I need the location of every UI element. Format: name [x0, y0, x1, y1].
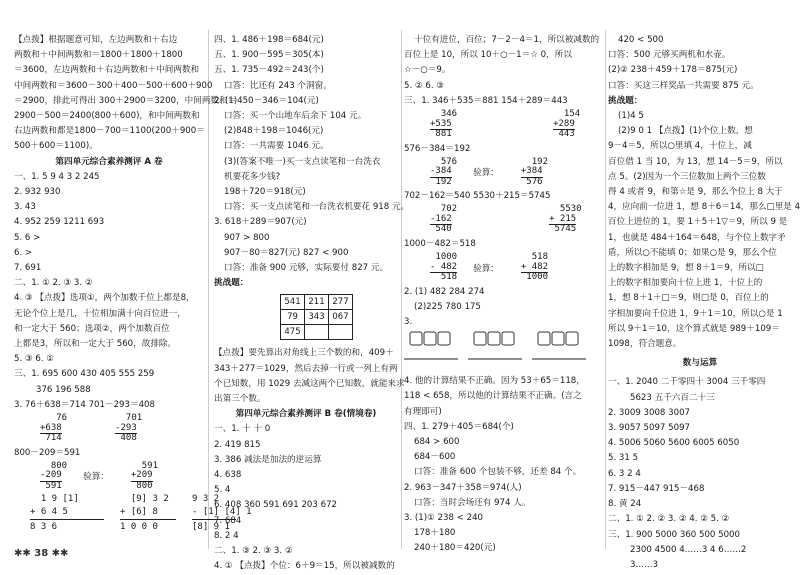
text-line: 口答：比还有 243 个洞窗。 [224, 80, 332, 91]
text-line: 字相加要向千位进 1，9＋1＝10，所以○是 1 [608, 308, 783, 319]
answer-line: 5. ② 6. ③ [404, 80, 445, 91]
text-line: 4，应向前一位进 1，想 8＋6＝14，那么□里是 4 [608, 202, 800, 213]
answer-line: 6. > [14, 247, 33, 258]
text-line: 口答：500 元够买两机和水壶。 [608, 50, 731, 61]
answer-line: 2. 963－347＋358＝974(人) [404, 482, 522, 493]
answer-line: 118 < 658，所以他的计算结果不正确。(言之 [404, 391, 582, 402]
text-line: 百位上进位的 1，要 1＋5＋1▽＝9，所以 9 是 [608, 217, 788, 228]
answer-line: 3……3 [630, 559, 659, 570]
answer-line: (2)225 780 175 [414, 301, 481, 312]
text-line: 右边两数和都是1800－700＝1100(200＋900＝ [14, 126, 205, 137]
text-line: 机要花多少钱? [224, 171, 281, 182]
text-line: 907－80＝827(元) 827 < 900 [224, 247, 349, 258]
answer-line: 口答：准备 600 个包装不够，还差 84 个。 [414, 467, 582, 478]
digit-puzzle: 9 3 2 - [1] [4] 1 [8] 9 1 [192, 494, 252, 533]
column-4 [608, 33, 800, 573]
answer-line: 4. 952 259 1211 693 [14, 217, 105, 228]
grid-cell: 79 [281, 310, 305, 325]
text-line: 198＋720＝918(元) [224, 187, 306, 198]
text-line: 上的数字相加是 9，想 8＋1＝9，所以□ [608, 263, 764, 274]
text-line: 所以 9＋1＝10，这个算式就是 989＋109＝ [608, 323, 780, 334]
text-line: 【点拨】要先算出对角线上三个数的和，409＋ [214, 348, 394, 359]
answer-line: 6. 3 2 4 [608, 468, 641, 479]
answer-line: 4. 5006 5060 5600 6005 6050 [608, 438, 740, 449]
text-line: (2)848＋198＝1046(元) [224, 126, 324, 137]
vertical-calc-group [404, 109, 604, 142]
text-line: 1，想 8＋1＋□＝9，则□是 0，百位上的 [608, 293, 769, 304]
page-number-value: 38 [34, 547, 49, 559]
answer-line: 4. 638 [214, 470, 242, 481]
answer-line: 5. 31 5 [608, 453, 639, 464]
answer-line: 8. 2 4 [214, 530, 239, 541]
check-label: 验算： [83, 471, 109, 482]
answer-line: 5. 4 [214, 485, 231, 496]
answer-line: 有理即可) [404, 406, 442, 417]
section-title: 第四单元综合素养测评 A 卷 [55, 156, 163, 167]
vertical-calc-group [404, 204, 604, 237]
vertical-calc-group [14, 413, 204, 446]
vertical-calc: 701 -293 408 [115, 413, 143, 444]
grid-cell: 067 [329, 310, 353, 325]
text-line: (2)9 0 1 【点拨】(1)个位上数，想 [618, 126, 753, 137]
challenge-label: 挑战题： [608, 95, 643, 106]
vertical-calc: 1000 - 482 518 [430, 252, 458, 283]
column-2 [214, 33, 410, 575]
text-line: 个已知数，用 1029 去减这两个已知数，就能来求 [214, 378, 405, 389]
answer-line: 684－600 [414, 452, 456, 463]
answer-line: 2. 419 815 [214, 439, 261, 450]
text-line: 1，也就是 484＋164＝648，与个位上数字矛 [608, 232, 786, 243]
number-grid [280, 294, 353, 340]
text-line: 口答：一共需要 1046 元。 [224, 141, 329, 152]
text-line: ＝3600，左边两数和＋右边两数和＋中间两数和 [14, 65, 200, 76]
column-3 [404, 33, 604, 557]
column-divider [605, 30, 606, 549]
text-line: 1098，符合题意。 [608, 339, 682, 350]
text-line: 百位上是 10，所以 10＋○－1＝☆ 0，所以 [404, 50, 572, 61]
text-line: 盾，所以○不能填 0；如果○是 9，那么个位 [608, 247, 777, 258]
answer-line: 四、1. 279＋405＝684(个) [404, 421, 514, 432]
answer-line: 3. 386 减法是加法的逆运算 [214, 454, 322, 465]
answer-line: 376 196 588 [36, 384, 91, 395]
answer-line: 二、1. ① 2. ③ 3. ② [14, 278, 93, 289]
grid-cell: 277 [329, 295, 353, 310]
digit-puzzle: [9] 3 2 + [6] 8 1 0 0 0 [120, 493, 176, 534]
section-title: 第四单元综合素养测评 B 卷(情境卷) [235, 409, 377, 420]
check-label: 验算： [473, 262, 499, 273]
digit-cards-figure [404, 330, 600, 374]
text-line: 343＋277＝1029，然后去掉一行或一列上有两 [214, 363, 398, 374]
column-divider [401, 30, 402, 549]
answer-line: 一、1. 5 9 4 3 2 245 [14, 171, 100, 182]
text-line: 中间两数和＝3600－300＋400－500＋600＋900 [14, 80, 213, 91]
vertical-calc-group [404, 157, 604, 190]
answer-line: 3. 9057 5097 5097 [608, 423, 691, 434]
answer-line: 二、1. ③ 2. ③ 3. ② [214, 546, 293, 557]
vertical-calc: 76 +638 714 [40, 413, 68, 444]
text-line: 2900－500＝2400(800＋600)，和中间两数和 [14, 111, 200, 122]
answer-line: 3. (1)① 238 < 240 [404, 513, 484, 524]
vertical-calc: 591 +209 800 [130, 460, 158, 491]
digit-puzzle: 1 9 [1] + 6 4 5 8 3 6 [30, 493, 104, 534]
answer-line: 4. 他的计算结果不正确。因为 53＋65＝118， [404, 376, 585, 387]
grid-cell: 475 [281, 325, 305, 340]
answer-line: 一、1. 2040 二千零四十 3004 三千零四 [608, 377, 766, 388]
answer-line: 2. (1) 482 284 274 [404, 286, 485, 297]
text-line: 口答：买这三样奖品一共需要 875 元。 [608, 80, 759, 91]
answer-line: 4. ③ 【点拨】选项①，两个加数千位上都是8， [14, 293, 195, 304]
column-divider [208, 30, 209, 549]
section-title: 数与运算 [682, 358, 718, 369]
vertical-calc: 576 -384 192 [430, 156, 458, 187]
vertical-calc: 5530 + 215 5745 [549, 204, 582, 235]
text-line: 口答：买一支点读笔和一台洗衣机要花 918 元。 [224, 202, 410, 213]
challenge-label: 挑战题： [214, 278, 249, 289]
text-line: 百位借 1 当 10，为 13，想 14－5＝9，所以 [608, 156, 783, 167]
answer-line: 5. ③ 6. ① [14, 354, 55, 365]
vertical-calc: 800 -209 591 [40, 460, 68, 491]
answer-line: 800－209＝591 [14, 447, 81, 458]
text-line: (1)4 5 [618, 111, 644, 122]
text-line: 2. (1)450－346＝104(元) [214, 95, 319, 106]
answer-line: 240＋180＝420(元) [414, 543, 496, 554]
text-line: 五、1. 735－492＝243(个) [214, 65, 324, 76]
answer-line: 5623 五千六百二十三 [630, 392, 715, 403]
answer-line: 702－162＝540 5530＋215＝5745 [404, 191, 551, 202]
answer-line: 二、1. ① 2. ② 3. ② 4. ② 5. ② [608, 514, 730, 525]
answer-line: 6. 408 360 591 691 203 672 [214, 500, 338, 511]
text-line: 出第三个数。 [214, 394, 266, 405]
answer-line: 无论个位上是几，十位相加满十向百位进一， [14, 308, 186, 319]
text-line: 420 < 500 [618, 35, 664, 45]
answer-line: 5. 6 > [14, 232, 41, 243]
vertical-calc-group [14, 461, 204, 494]
answer-line: 2300 4500 4……3 4 6……2 [630, 544, 747, 555]
grid-cell: 211 [305, 295, 329, 310]
text-line: 907 > 800 [224, 232, 270, 243]
vertical-calc: 192 +384 576 [520, 156, 548, 187]
answer-line: 三、1. 346＋535＝881 154＋289＝443 [404, 95, 568, 106]
answer-line: 3. [404, 317, 413, 328]
answer-line: 576－384＝192 [404, 143, 471, 154]
digit-card-puzzles [404, 330, 604, 374]
page-number: ✱✱ 38 ✱✱ [14, 547, 69, 559]
text-line: 上的数字相加要向十位上进 1，十位上的 [608, 278, 763, 289]
answer-line: 口答：当时会场还有 974 人。 [414, 497, 531, 508]
answer-line: 上都是3，所以和一定大于 560，故排除。 [14, 339, 177, 350]
text-line: (3)(答案不唯一)买一支点读笔和一台洗衣 [224, 156, 381, 167]
answer-line: 三、1. 900 5000 360 500 5000 [608, 529, 740, 540]
text-line: 9－4＝5，所以○里填 4，十位上，减 [608, 141, 752, 152]
answer-line: 7. 691 [14, 263, 42, 274]
vertical-calc-group [404, 252, 604, 285]
grid-cell: 541 [281, 295, 305, 310]
text-line: 得 4 或者 9，和第☆是 9，那么个位上 8 大于 [608, 187, 783, 198]
text-line: 两数和＋中间两数和＝1800＋1800＋1800 [14, 50, 183, 61]
text-line: 点 5。(2)因为一个三位数加上两个三位数 [608, 171, 766, 182]
text-line: 口答：准备 900 元够，实际要付 827 元。 [224, 263, 389, 274]
answer-line: 684 > 600 [414, 437, 460, 448]
vertical-calc: 346 +535 881 [430, 109, 458, 140]
answer-line: 178＋180 [414, 528, 456, 539]
answer-line: 2. 3009 3008 3007 [608, 407, 691, 418]
vertical-calc: 518 + 482 1000 [520, 252, 548, 283]
text-line: 四、1. 486＋198＝684(元) [214, 35, 324, 45]
answer-line: 7. 915－447 915－468 [608, 483, 705, 494]
answer-line: 一、1. 十 十 0 [214, 424, 271, 435]
answer-line: 7. 684 [214, 515, 242, 526]
grid-cell [329, 325, 353, 340]
answer-line: 3. 76＋638＝714 701－293＝408 [14, 399, 155, 410]
text-line: 3. 618＋289＝907(元) [214, 217, 307, 228]
text-line: (2)② 238＋459＋178＝875(元) [608, 65, 738, 76]
answer-line: 4. ① 【点拨】个位：6＋9＝15，所以被减数的 [214, 561, 395, 572]
grid-cell [305, 325, 329, 340]
answer-line: 三、1. 695 600 430 405 555 259 [14, 369, 155, 380]
text-line: ☆－○＝9。 [404, 65, 451, 76]
answer-line: 8. 黄 24 [608, 499, 642, 510]
text-line: 500＋600＝1100)。 [14, 141, 98, 152]
text-line: ＝2900，排此可得出 300＋2900＝3200，中间两数和＝ [14, 95, 237, 106]
text-line: 【点拨】根据题意可知，左边两数和＋右边 [14, 35, 178, 45]
text-line: 十位有进位，百位；7－2－4＝1，所以被减数的 [414, 35, 600, 45]
vertical-calc: 702 -162 540 [430, 204, 458, 235]
check-label: 验算： [473, 167, 499, 178]
text-line: 五、1. 900－595＝305(本) [214, 50, 324, 61]
text-line: 口答：买一个山地车后余下 104 元。 [224, 111, 367, 122]
answer-line: 和一定大于 560；选项②，两个加数百位 [14, 323, 170, 334]
answer-line: 3. 43 [14, 202, 36, 213]
answer-line: 1000－482＝518 [404, 238, 476, 249]
grid-cell: 343 [305, 310, 329, 325]
answer-line: 2. 932 930 [14, 187, 61, 198]
vertical-calc: 154 +289 443 [553, 109, 581, 140]
